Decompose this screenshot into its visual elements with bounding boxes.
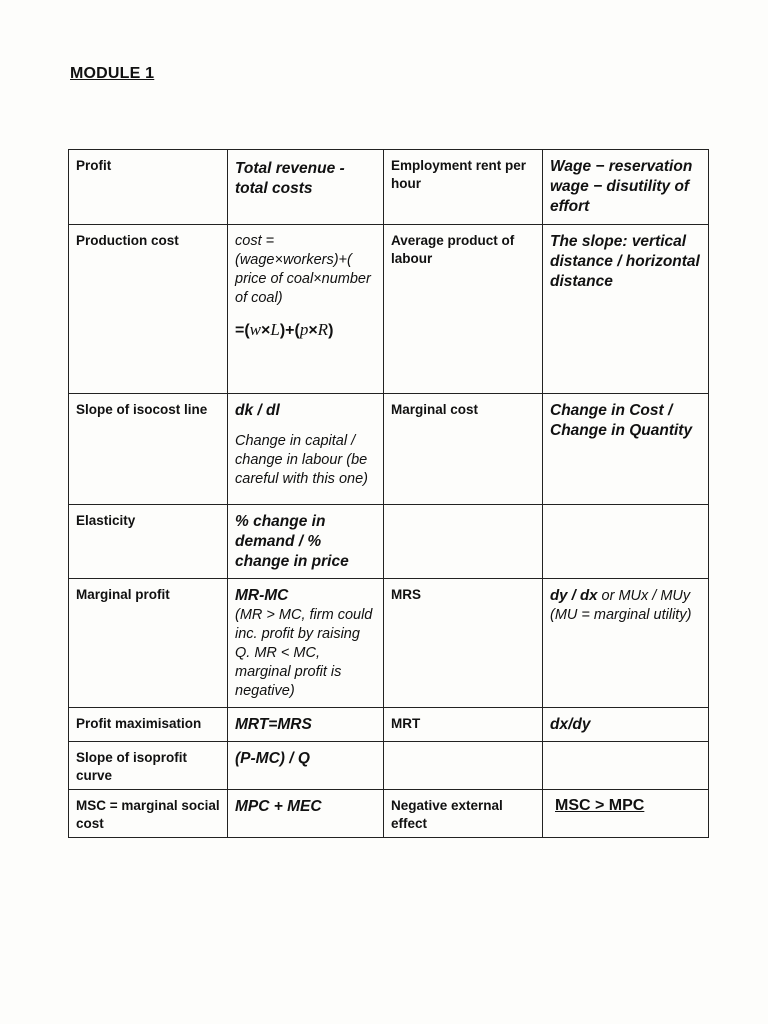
table-cell xyxy=(69,150,228,225)
definition: dy / dx or MUx / MUy (MU = marginal utility) xyxy=(550,587,692,623)
definition-note: (MR > MC, firm could inc. profit by raising Q. MR < MC, marginal profit is negative) xyxy=(235,607,373,699)
term-label: Marginal cost xyxy=(391,402,479,417)
table-row xyxy=(69,579,709,708)
term-label: Marginal profit xyxy=(76,587,170,602)
term-label: Average product of labour xyxy=(391,233,515,266)
term-label: MRS xyxy=(391,587,421,602)
table-cell xyxy=(384,708,543,742)
table-cell xyxy=(228,742,384,790)
table-cell xyxy=(543,742,709,790)
table-cell xyxy=(69,225,228,394)
table-cell xyxy=(69,742,228,790)
definition: MSC > MPC xyxy=(555,797,645,814)
term-label: Slope of isocost line xyxy=(76,402,208,417)
table-cell xyxy=(228,150,384,225)
definition: Wage − reservation wage − disutility of effort xyxy=(550,158,693,215)
table-cell xyxy=(228,505,384,579)
definition: (P-MC) / Q xyxy=(235,750,310,767)
table-cell xyxy=(228,790,384,838)
definitions-table xyxy=(68,149,709,838)
term-label: MRT xyxy=(391,716,421,731)
table-cell xyxy=(69,708,228,742)
definition-text: cost =(wage×workers)+( price of coal×number of coal) xyxy=(235,233,371,306)
definition: Change in Cost / Change in Quantity xyxy=(550,402,693,439)
table-cell xyxy=(69,505,228,579)
table-row xyxy=(69,790,709,838)
term-label: Profit maximisation xyxy=(76,716,202,731)
table-cell xyxy=(228,579,384,708)
term-label: Slope of isoprofit curve xyxy=(76,750,187,783)
table-cell xyxy=(384,150,543,225)
definition: MRT=MRS xyxy=(235,716,312,733)
table-cell xyxy=(384,579,543,708)
table-cell xyxy=(543,225,709,394)
definition-note: Change in capital / change in labour (be careful with this one) xyxy=(235,433,368,487)
term-label: Employment rent per hour xyxy=(391,158,527,191)
term-label: MSC = marginal social cost xyxy=(76,798,220,831)
definition: MPC + MEC xyxy=(235,798,322,815)
table-cell xyxy=(543,579,709,708)
definition-main: MR-MC xyxy=(235,587,289,604)
table-cell xyxy=(543,150,709,225)
table-cell xyxy=(228,225,384,394)
table-cell xyxy=(384,790,543,838)
table-row xyxy=(69,505,709,579)
table-row xyxy=(69,708,709,742)
table-cell xyxy=(384,225,543,394)
table-cell xyxy=(69,579,228,708)
table-cell xyxy=(228,708,384,742)
term-label: Elasticity xyxy=(76,513,136,528)
definition: The slope: vertical distance / horizontal distance xyxy=(550,233,700,290)
table-cell xyxy=(543,505,709,579)
definition: % change in demand / % change in price xyxy=(235,513,349,570)
definition: dx/dy xyxy=(550,716,591,733)
table-cell xyxy=(543,394,709,505)
term-label: Negative external effect xyxy=(391,798,503,831)
table-cell xyxy=(384,505,543,579)
table-row xyxy=(69,742,709,790)
page-title: MODULE 1 xyxy=(70,65,155,82)
term-label: Profit xyxy=(76,158,112,173)
cost-formula: =(w×L)+(p×R) xyxy=(235,320,334,339)
table-cell xyxy=(228,394,384,505)
table-cell xyxy=(69,790,228,838)
table-cell xyxy=(543,790,709,838)
table-cell xyxy=(384,742,543,790)
table-row xyxy=(69,150,709,225)
table-cell xyxy=(543,708,709,742)
definition: Total revenue - total costs xyxy=(235,160,345,197)
definition-main: dk / dl xyxy=(235,402,280,419)
term-label: Production cost xyxy=(76,233,179,248)
table-row xyxy=(69,394,709,505)
table-cell xyxy=(384,394,543,505)
table-cell xyxy=(69,394,228,505)
table-row xyxy=(69,225,709,394)
